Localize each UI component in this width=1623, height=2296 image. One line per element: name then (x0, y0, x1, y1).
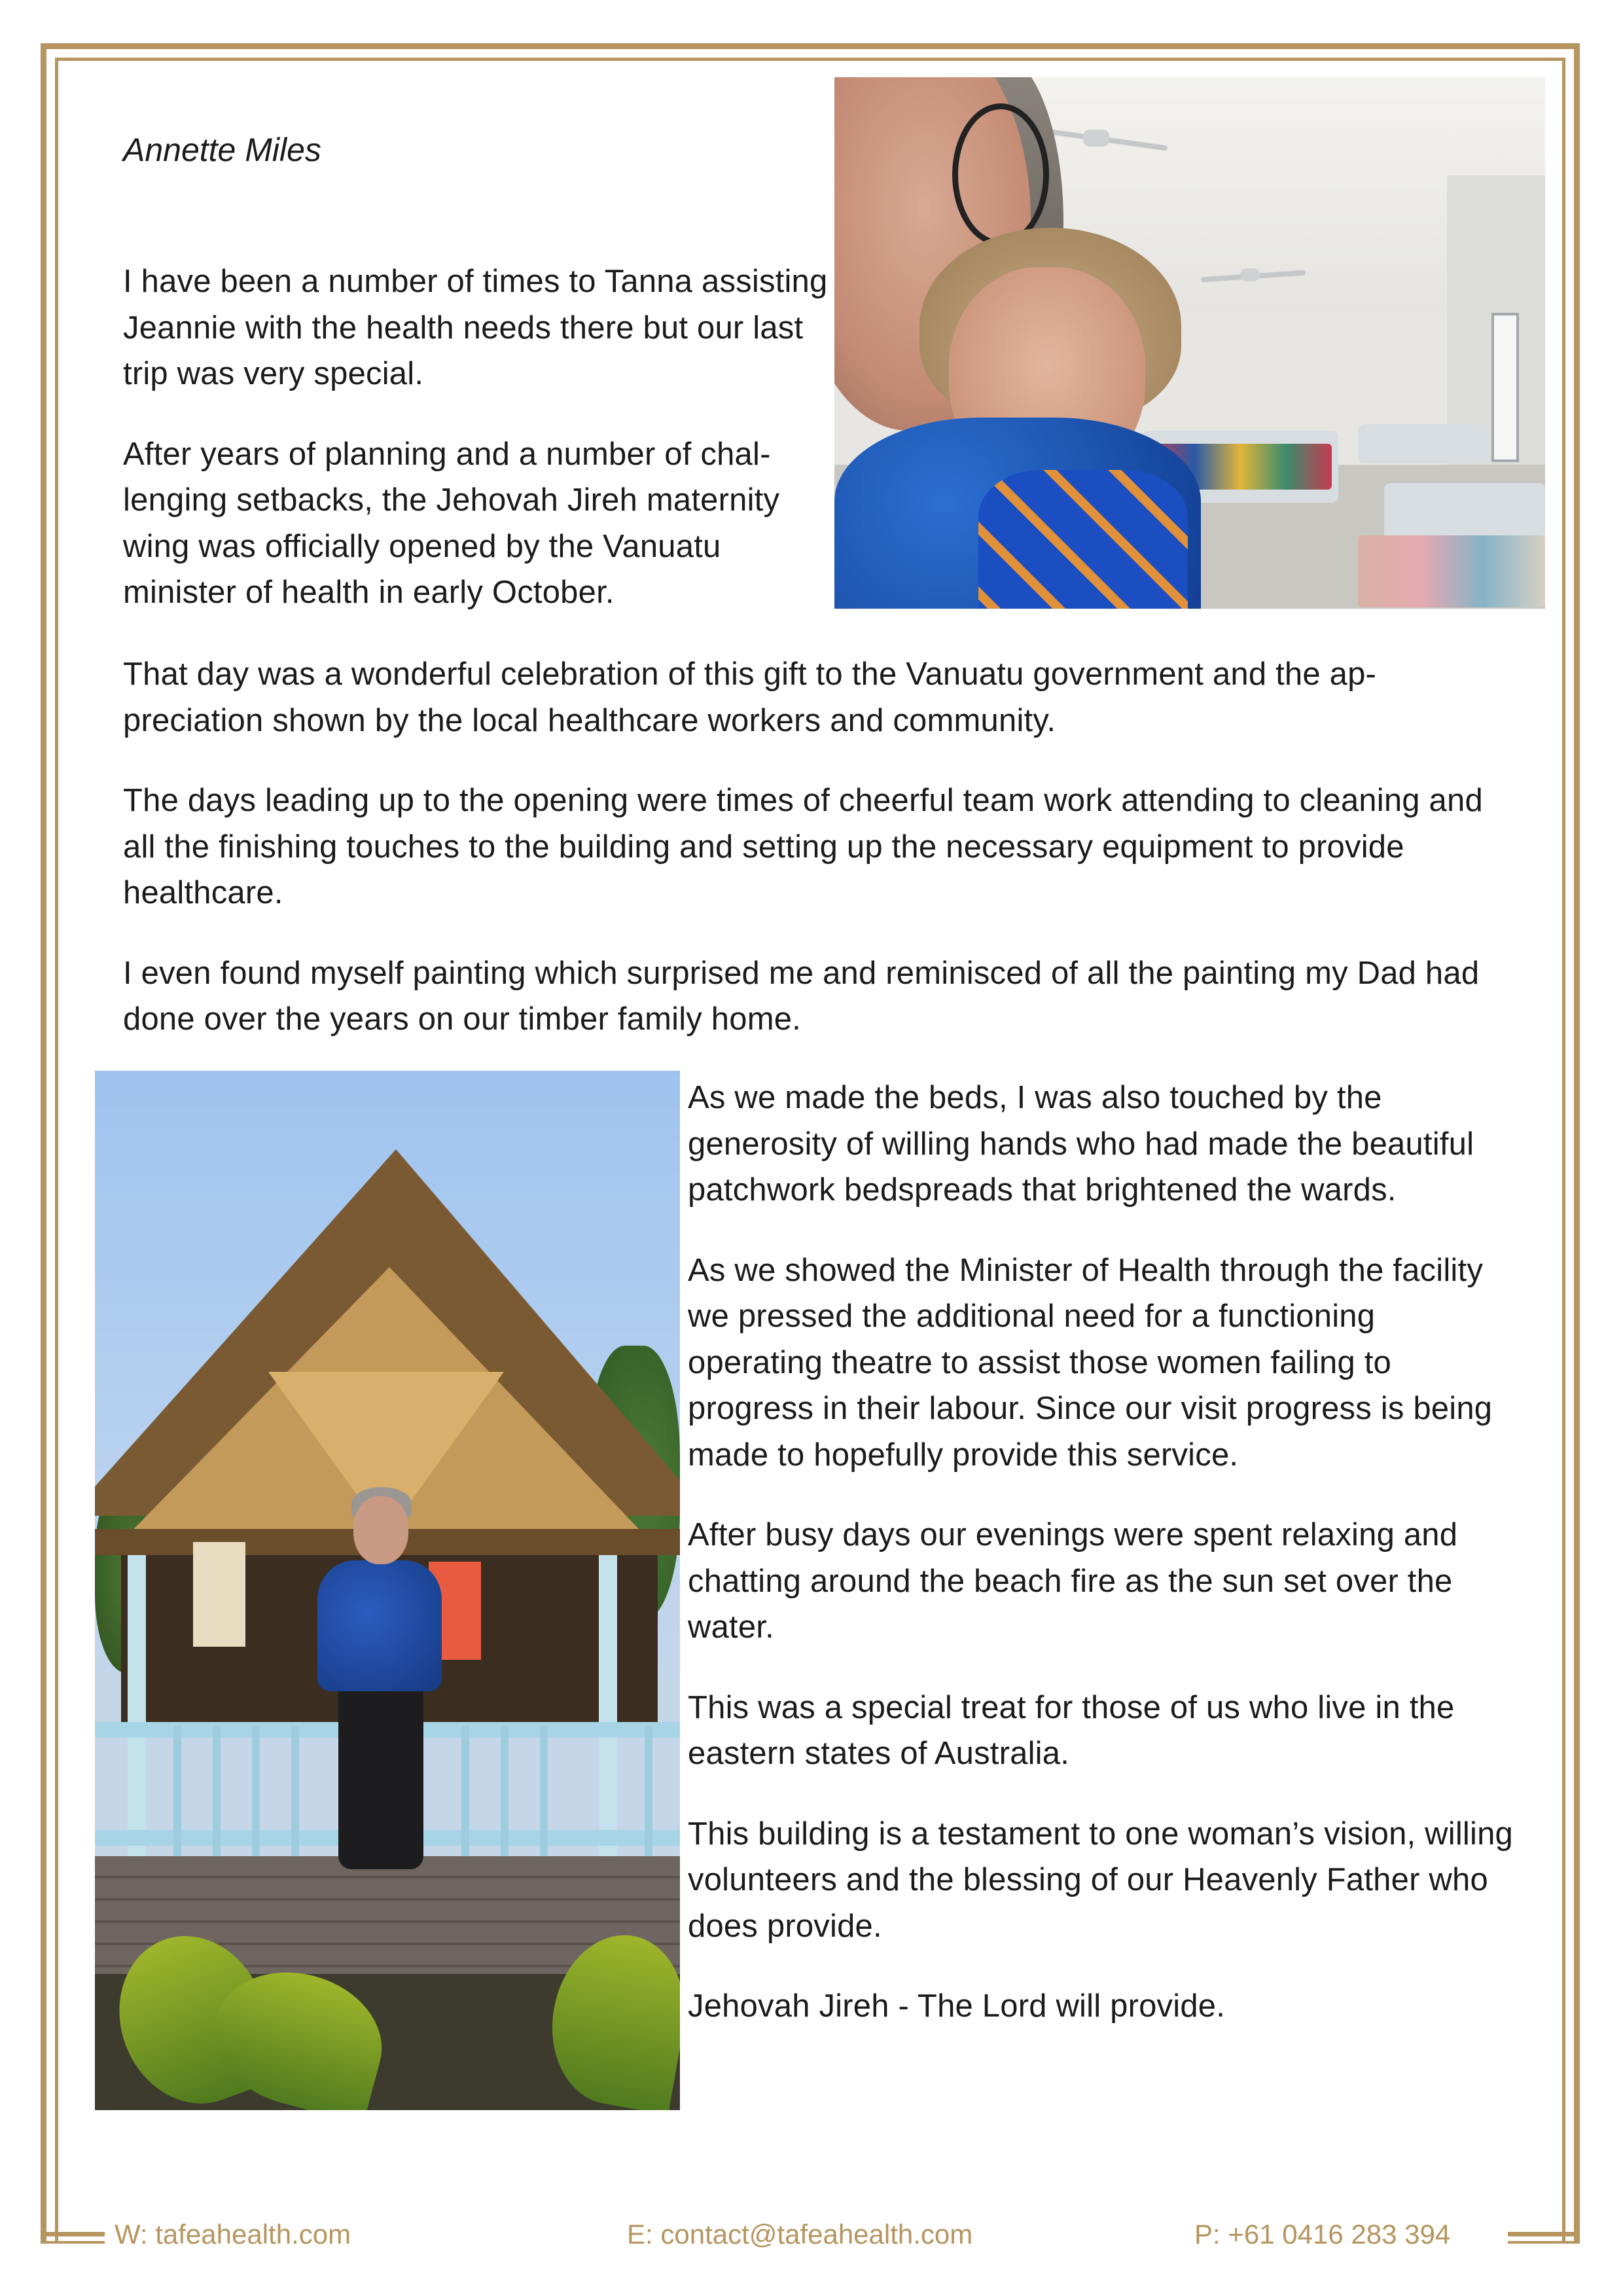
footer-rule-left-inner (41, 2241, 105, 2244)
intro-text (123, 259, 830, 650)
paragraph: The days leading up to the opening were times of cheerful team work attending to cleaning and all the finishing touches to the building and setting up the necessary equipment to provide healthcare. (123, 783, 1483, 910)
paragraph: As we showed the Minister of Health through the facility we pressed the additional need for a functioning operating theatre to assist those women failing to progress in their labour. Since our visit progress is being made to hopefully provide this service. (688, 1252, 1493, 1473)
footer-rule-right (1508, 2232, 1580, 2236)
footer-website-link[interactable]: W: tafeahealth.com (115, 2219, 351, 2250)
footer-rule-left (41, 2232, 105, 2236)
paragraph: This building is a testament to one woman’s vision, willing volunteers and the blessing of our Heavenly Father who does provide. (688, 1816, 1514, 1944)
paragraph: I have been a number of times to Tanna assisting Jeannie with the health needs there but our last trip was very special. (123, 264, 828, 391)
paragraph: This was a special treat for those of us who live in the eastern states of Australia. (688, 1689, 1455, 1771)
footer-rule-right-inner (1508, 2241, 1580, 2244)
paragraph: After years of planning and a number of challenging setbacks, the Jehovah Jireh maternity wing was officially opened by the Vanuatu minister of health in early October. (123, 436, 780, 610)
celebration-text (123, 651, 1497, 1077)
author-name: Annette Miles (123, 132, 321, 168)
paragraph: As we made the beds, I was also touched by the generosity of willing hands who had made the beautiful patchwork bedspreads that brightened the wards. (688, 1080, 1474, 1208)
hut-veranda-photo (95, 1071, 680, 2110)
footer-email-link[interactable]: E: contact@tafeahealth.com (627, 2219, 973, 2250)
paragraph: After busy days our evenings were spent relaxing and chatting around the beach fire as the sun set over the water. (688, 1517, 1458, 1645)
footer-phone[interactable]: P: +61 0416 283 394 (1194, 2219, 1451, 2250)
closing-line: Jehovah Jireh - The Lord will provide. (688, 1988, 1226, 2024)
paragraph: That day was a wonderful celebration of this gift to the Vanuatu government and the appreciation shown by the local healthcare workers and community. (123, 656, 1376, 738)
paragraph: I even found myself painting which surprised me and reminisced of all the painting my Dad had done over the years on our timber family home. (123, 955, 1480, 1037)
ward-story-text (688, 1075, 1519, 2064)
ward-selfie-photo (834, 77, 1545, 609)
